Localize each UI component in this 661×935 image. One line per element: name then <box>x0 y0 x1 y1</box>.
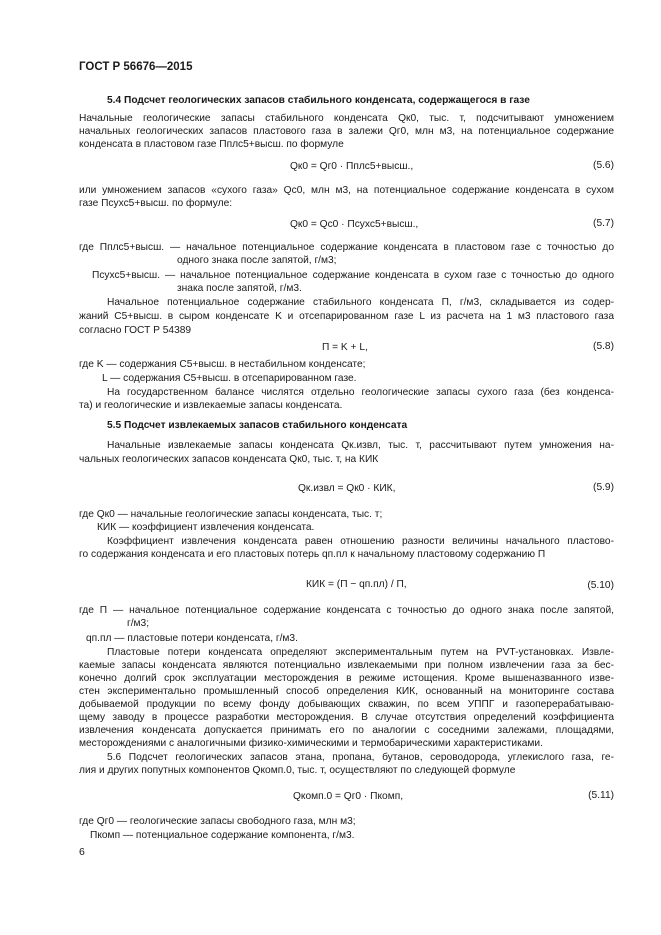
document-header: ГОСТ Р 56676—2015 <box>79 61 193 73</box>
equation-number: (5.11) <box>588 790 614 801</box>
text-line: щему заводу в процессе разработки месторождения. В случае отсутствия определений коэффициента <box>79 712 614 723</box>
formula-5-11: Qкомп.0 = Qг0 · Пкомп, <box>293 791 404 802</box>
equation-number: (5.6) <box>593 160 614 171</box>
text-line: Пластовые потери конденсата определяют экспериментальным путем на PVT-установках. Извле- <box>107 647 614 658</box>
legend-line: знака после запятой, г/м3. <box>177 283 302 294</box>
legend-line: где П — начальное потенциальное содержание конденсата с точностью до одного знака после запятой, <box>79 605 614 616</box>
text-line: стен экспериментально промышленный способ определения КИК, основанный на мониторинге состава <box>79 686 614 697</box>
equation-number: (5.7) <box>593 218 614 229</box>
text-line: каемые запасы конденсата являются потенциально извлекаемыми при полном извлечении газа за бес- <box>79 660 614 671</box>
text-line: Коэффициент извлечения конденсата равен отношению разности величины начального пластово- <box>107 536 614 547</box>
legend-line: где Qг0 — геологические запасы свободного газа, млн м3; <box>79 816 356 827</box>
text-line: Начальное потенциальное содержание стабильного конденсата П, г/м3, складывается из содер- <box>107 297 614 308</box>
text-line: та) и геологические и извлекаемые запасы конденсата. <box>79 400 343 411</box>
text-line: или умножением запасов «сухого газа» Qc0, млн м3, на потенциальное содержание конденсата в сухом <box>79 185 614 196</box>
text-line: Начальные геологические запасы стабильного конденсата Qк0, тыс. т, подсчитывают умножением <box>79 113 614 124</box>
text-line: добываемой продукции по всему фонду добывающих скважин, по всем УППГ и газоперерабатываю- <box>79 699 614 710</box>
text-line: конденсата в пластовом газе Пплс5+высш. по формуле <box>79 139 344 150</box>
legend-line: КИК — коэффициент извлечения конденсата. <box>97 522 315 533</box>
formula-5-7: Qк0 = Qc0 · Псухс5+высш., <box>290 219 419 230</box>
text-line: извлечения конденсата допускается принимать его по аналогии с соседними залежами, площадями, <box>79 725 614 736</box>
text-line: лия и других попутных компонентов Qкомп.0, тыс. т, осуществляют по следующей формуле <box>79 765 516 776</box>
legend-line: где Qк0 — начальные геологические запасы конденсата, тыс. т; <box>79 509 383 520</box>
formula-5-8: П = K + L, <box>322 342 368 353</box>
legend-line: Псухс5+высш. — начальное потенциальное содержание конденсата в сухом газе с точностью до одного <box>92 270 614 281</box>
text-line: жаний C5+высш. в сыром конденсате K и отсепарированном газе L из расчета на 1 м3 пластового газа <box>79 311 614 322</box>
text-line: конечно долгий срок эксплуатации месторождения в режиме истощения. Кроме вышеназванного изве- <box>79 673 614 684</box>
legend-line: qп.пл — пластовые потери конденсата, г/м3. <box>86 633 298 644</box>
equation-number: (5.8) <box>593 341 614 352</box>
text-line: чальных геологических запасов конденсата Qк0, тыс. т, на КИК <box>79 454 379 465</box>
formula-5-6: Qк0 = Qг0 · Пплс5+высш., <box>290 161 414 172</box>
text-line: месторождениями с аналогичными физико-химическими и термобарическими характеристиками. <box>79 738 543 749</box>
text-line: газе Псухс5+высш. по формуле: <box>79 198 233 209</box>
section-heading-5-4: 5.4 Подсчет геологических запасов стабильного конденсата, содержащегося в газе <box>107 95 530 106</box>
legend-line: г/м3; <box>127 618 150 629</box>
text-line: 5.6 Подсчет геологических запасов этана, пропана, бутанов, сероводорода, углекислого газа, ге- <box>107 752 614 763</box>
text-line: согласно ГОСТ Р 54389 <box>79 325 192 336</box>
formula-5-9: Qк.извл = Qк0 · КИК, <box>298 483 396 494</box>
legend-line: где K — содержания C5+высш. в нестабильном конденсате; <box>79 359 366 370</box>
text-line: Начальные извлекаемые запасы конденсата Qк.извл, тыс. т, рассчитывают путем умножения на- <box>107 440 614 451</box>
text-line: На государственном балансе числятся отдельно геологические запасы сухого газа (без конденса- <box>107 387 614 398</box>
text-line: го содержания конденсата и его пластовых потерь qп.пл к начальному пластовому содержанию П <box>79 549 546 560</box>
legend-line: где Пплс5+высш. — начальное потенциальное содержание конденсата в пластовом газе с точностью до <box>79 242 614 253</box>
equation-number: (5.9) <box>593 482 614 493</box>
legend-line: одного знака после запятой, г/м3; <box>177 255 337 266</box>
section-heading-5-5: 5.5 Подсчет извлекаемых запасов стабильного конденсата <box>107 420 408 431</box>
page-number: 6 <box>79 846 85 858</box>
equation-number: (5.10) <box>587 580 614 591</box>
legend-line: Пкомп — потенциальное содержание компонента, г/м3. <box>90 830 355 841</box>
text-line: начальных геологических запасов пластового газа в залежи Qг0, млн м3, на потенциальное содержание <box>79 126 614 137</box>
legend-line: L — содержания C5+высш. в отсепарированном газе. <box>102 373 357 384</box>
formula-5-10: КИК = (П − qп.пл) / П, <box>306 579 407 590</box>
